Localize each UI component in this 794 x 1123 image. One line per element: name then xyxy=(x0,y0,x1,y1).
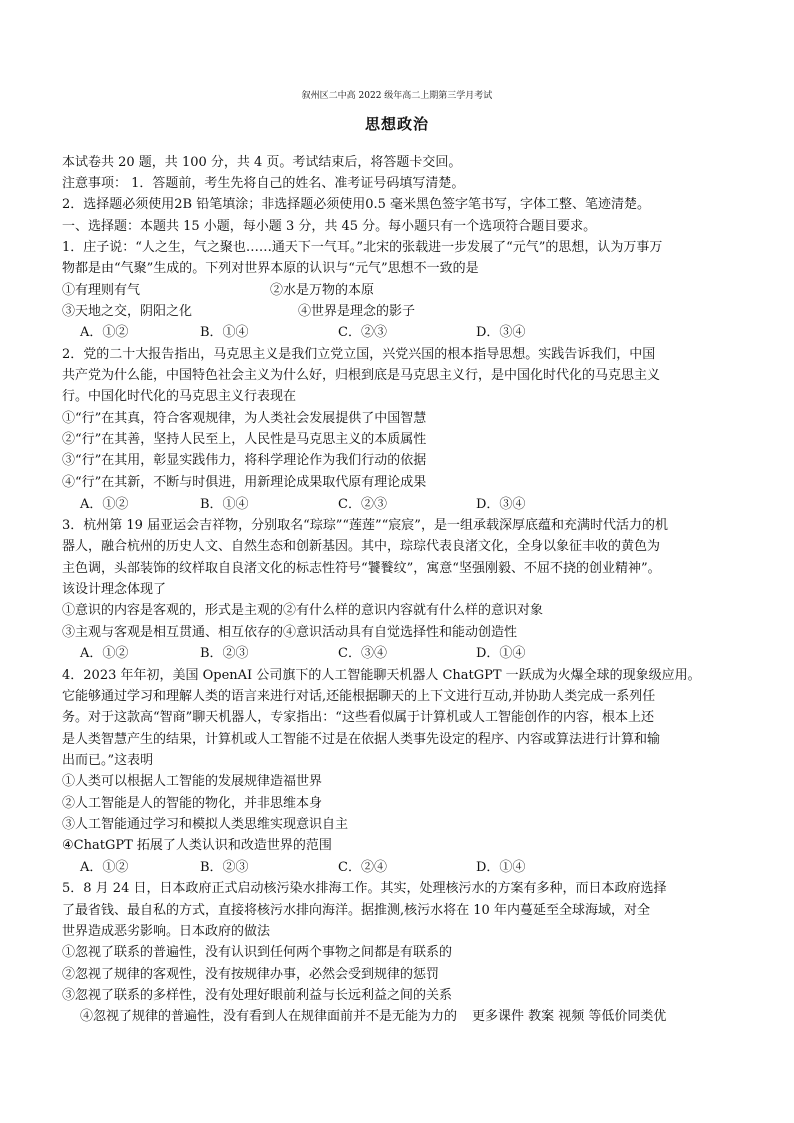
question-stem: 出而已。”这表明 xyxy=(62,753,154,768)
statement-option: ②人工智能是人的智能的物化，并非思维本身 xyxy=(62,796,323,811)
section-heading: 一、选择题：本题共 15 小题，每小题 3 分，共 45 分。每小题只有一个选项符合题目要求。 xyxy=(62,219,597,234)
answer-choice-b: B．①④ xyxy=(200,325,249,340)
statement-option: ①人类可以根据人工智能的发展规律造福世界 xyxy=(62,774,323,789)
subject-title: 思想政治 xyxy=(364,115,429,133)
statement-option: ②水是万物的本原 xyxy=(270,283,375,298)
statement-option: ④ChatGPT 拓展了人类认识和改造世界的范围 xyxy=(62,838,332,853)
statement-option: ③人工智能通过学习和模拟人类思维实现意识自主 xyxy=(62,817,349,832)
answer-choice-b: B．①④ xyxy=(200,497,249,512)
answer-choice-d: D．①④ xyxy=(476,860,526,875)
answer-choice-b: B．②③ xyxy=(200,646,249,661)
answer-choice-a: A．①② xyxy=(80,860,129,875)
question-stem: 5．8 月 24 日，日本政府正式启动核污染水排海工作。其实，处理核污水的方案有多种，而日本政府选择 xyxy=(62,881,667,896)
answer-choice-c: C．②④ xyxy=(338,860,387,875)
answer-choice-a: A．①② xyxy=(80,646,129,661)
question-stem: 它能够通过学习和理解人类的语言来进行对话,还能根据聊天的上下文进行互动,并协助人类完成一系列任 xyxy=(62,689,656,704)
instructions-line: 2．选择题必须使用2B 铅笔填涂；非选择题必须使用0.5 毫米黑色签字笔书写，字体工整、笔迹清楚。 xyxy=(62,197,651,212)
statement-option: ③天地之交，阴阳之化 xyxy=(62,304,193,319)
answer-choice-a: A．①② xyxy=(80,497,129,512)
question-stem: 4．2023 年年初，美国 OpenAI 公司旗下的人工智能聊天机器人 ChatGPT 一跃成为火爆全球的现象级应用。 xyxy=(62,668,701,683)
question-stem: 世界造成恶劣影响。日本政府的做法 xyxy=(62,924,271,939)
statement-option: ④忽视了规律的普遍性，没有看到人在规律面前并不是无能为力的 xyxy=(80,1009,458,1024)
statement-option: ②“行”在其善，坚持人民至上，人民性是马克思主义的本质属性 xyxy=(62,432,427,447)
question-stem: 该设计理念体现了 xyxy=(62,582,167,597)
question-stem: 共产党为什么能，中国特色社会主义为什么好，归根到底是马克思主义行，是中国化时代化的马克思主义 xyxy=(62,368,661,383)
answer-choice-c: C．③④ xyxy=(338,646,387,661)
statement-option: ①忽视了联系的普遍性，没有认识到任何两个事物之间都是有联系的 xyxy=(62,945,453,960)
intro-line: 本试卷共 20 题，共 100 分，共 4 页。考试结束后，将答题卡交回。 xyxy=(62,155,462,170)
question-stem: 主色调，头部装饰的纹样取自良渚文化的标志性符号“饕餮纹”，寓意“坚强刚毅、不屈不挠的创业精神”。 xyxy=(62,561,661,576)
statement-option: ①意识的内容是客观的，形式是主观的②有什么样的意识内容就有什么样的意识对象 xyxy=(62,603,544,618)
statement-option: ①“行”在其真，符合客观规律，为人类社会发展提供了中国智慧 xyxy=(62,411,427,426)
answer-choice-b: B．②③ xyxy=(200,860,249,875)
answer-choice-d: D．③④ xyxy=(476,497,526,512)
statement-option: ①有理则有气 xyxy=(62,283,141,298)
statement-option: ④“行”在其新，不断与时俱进，用新理论成果取代原有理论成果 xyxy=(62,475,427,490)
question-stem: 1．庄子说：“人之生，气之聚也……通天下一气耳。”北宋的张载进一步发展了“元气”的思想，认为万事万 xyxy=(62,240,663,255)
answer-choice-d: D．①④ xyxy=(476,646,526,661)
answer-choice-d: D．③④ xyxy=(476,325,526,340)
question-stem: 器人，融合杭州的历史人文、自然生态和创新基因。其中，琮琮代表良渚文化，全身以象征丰收的黄色为 xyxy=(62,539,661,554)
exam-title: 叙州区二中高 2022 级年高二上期第三学月考试 xyxy=(301,91,493,101)
question-stem: 是人类智慧产生的结果，计算机或人工智能不过是在依据人类事先设定的程序、内容或算法进行计算和输 xyxy=(62,732,661,747)
statement-option: ③忽视了联系的多样性，没有处理好眼前利益与长远利益之间的关系 xyxy=(62,988,453,1003)
statement-option: ②忽视了规律的客观性，没有按规律办事，必然会受到规律的惩罚 xyxy=(62,967,440,982)
statement-option: ④世界是理念的影子 xyxy=(298,304,416,319)
instructions-line: 注意事项： 1．答题前，考生先将自己的姓名、准考证号码填写清楚。 xyxy=(62,176,465,191)
question-stem: 2．党的二十大报告指出，马克思主义是我们立党立国，兴党兴国的根本指导思想。实践告诉我们，中国 xyxy=(62,347,656,362)
question-stem: 3．杭州第 19 届亚运会吉祥物，分别取名“琮琮”“莲莲”“宸宸”，是一组承载深厚底蕴和充满时代活力的机 xyxy=(62,518,668,533)
answer-choice-c: C．②③ xyxy=(338,497,387,512)
question-stem: 了最省钱、最自私的方式，直接将核污水排向海洋。据推测,核污水将在 10 年内蔓延至全球海域，对全 xyxy=(62,903,650,918)
answer-choice-c: C．②③ xyxy=(338,325,387,340)
question-stem: 物都是由“气聚”生成的。下列对世界本原的认识与“元气”思想不一致的是 xyxy=(62,261,479,276)
answer-choice-a: A．①② xyxy=(80,325,129,340)
statement-option: ③主观与客观是相互贯通、相互依存的④意识活动具有自觉选择性和能动创造性 xyxy=(62,625,518,640)
watermark-text: 更多课件 教案 视频 等低价同类优 xyxy=(472,1009,667,1024)
question-stem: 行。中国化时代化的马克思主义行表现在 xyxy=(62,389,297,404)
question-stem: 务。对于这款高“智商”聊天机器人，专家指出：“这些看似属于计算机或人工智能创作的内容，根本上还 xyxy=(62,710,654,725)
statement-option: ③“行”在其用，彰显实践伟力，将科学理论作为我们行动的依据 xyxy=(62,453,427,468)
